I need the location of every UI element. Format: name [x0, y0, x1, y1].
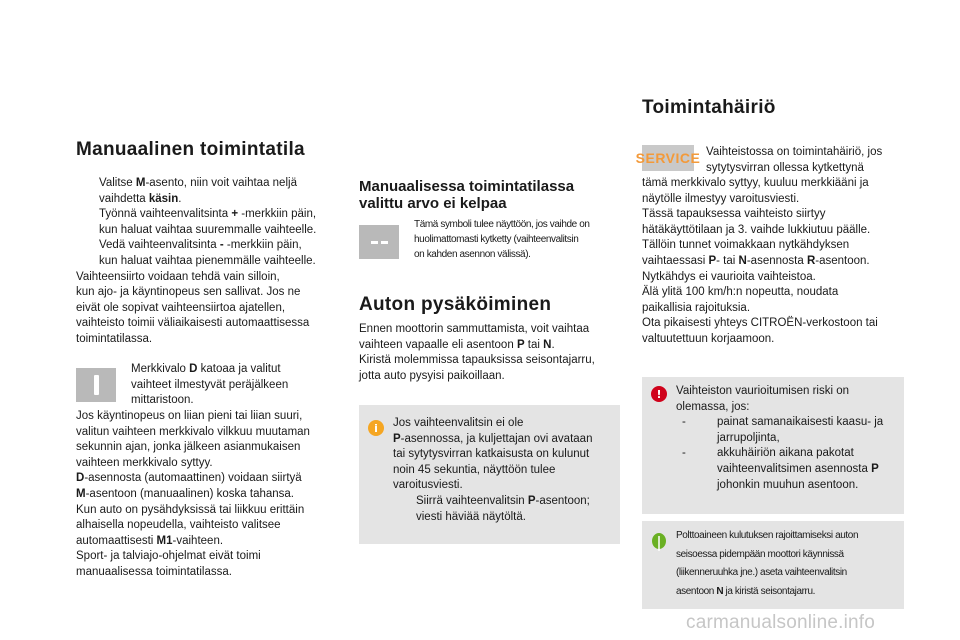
- paragraph-gearshift: Vaihteensiirto voidaan tehdä vain silloin, kun ajo- ja käyntinopeus sen sallivat. Jos ne eivät ole sopivat vaihteensiirtoa ajatellen, vaihteisto toimii väliaikaisesti automaattisessa toimintatilassa.: [76, 270, 310, 345]
- section-title-malfunction: Toimintahäiriö: [642, 97, 776, 118]
- info-icon: i: [368, 420, 384, 436]
- info-bullet: Siirrä vaihteenvalitsin P-asentoon; viesti häviää näytöltä.: [416, 494, 590, 523]
- bullet-pull-minus: Vedä vaihteenvalitsinta - -merkkiin päin, kun haluat vaihtaa pienemmälle vaihteelle.: [99, 239, 316, 267]
- eco-leaf-icon: [651, 533, 667, 551]
- warning-panel: [642, 377, 904, 514]
- indicator-d-text: Merkkivalo D katoaa ja valitut vaihteet ilmestyvät peräjälkeen mittaristoon.: [131, 363, 289, 407]
- warning-item-battery: - akkuhäiriön aikana pakotat vaihteenvalitsimen asennosta P johonkin muuhun asentoon.: [682, 447, 879, 491]
- malfunction-intro: Vaihteistossa on toimintahäiriö, jos sytytysvirran ollessa kytkettynä: [706, 146, 883, 174]
- info-panel: [359, 405, 620, 544]
- eco-text: Polttoaineen kulutuksen rajoittamiseksi auton seisoessa pidempään moottori käynnissä (liikenneruuhka jne.) aseta vaihteenvalitsin asentoon N ja kiristä seisontajarru.: [676, 530, 859, 597]
- watermark: carmanualsonline.info: [686, 612, 876, 633]
- section-title-manual-mode: Manuaalinen toimintatila: [76, 139, 305, 160]
- warning-text: Vaihteiston vaurioitumisen riski on olemassa, jos: - painat samanaikaisesti kaasu- ja jarrupoljinta, - akkuhäiriön aikana pakotat vaihteenvalitsimen asennosta P johonkin muuhun asentoon.: [676, 384, 898, 493]
- manual-mode-bullets: [76, 176, 346, 348]
- warning-item-pedals: - painat samanaikaisesti kaasu- ja jarrupoljinta,: [682, 416, 884, 444]
- service-label: SERVICE: [635, 150, 701, 166]
- service-warning-icon: [635, 145, 701, 171]
- invalid-gear-text: Tämä symboli tulee näyttöön, jos vaihde on huolimattomasti kytketty (vaihteenvalitsin on kahden asennon välissä).: [414, 219, 590, 260]
- bullet-select-m: Valitse M-asento, niin voit vaihtaa neljä vaihdetta käsin.: [99, 177, 297, 205]
- section-title-invalid-value: Manuaalisessa toimintatilassa valittu arvo ei kelpaa: [359, 178, 575, 212]
- paragraph-engine-speed: Jos käyntinopeus on liian pieni tai liian suuri, valitun vaihteen merkkivalo vilkkuu muutaman sekunnin ajan, jonka jälkeen asianmukaisen vaihteen merkkivalo syttyy. D-asennosta (automaattinen) voidaan siirtyä M-asentoon (manuaalinen) koska tahansa. Kun auto on pysähdyksissä tai liikkuu erittäin alhaisella nopeudella, vaihteisto valitsee automaattisesti M1-vaihteen. Sport- ja talviajo-ohjelmat eivät toimi manuaalisessa toimintatilassa.: [76, 410, 310, 578]
- parking-paragraph: Ennen moottorin sammuttamista, voit vaihtaa vaihteen vapaalle eli asentoon P tai N. Kiristä molemmissa tapauksissa seisontajarru, jotta auto pysyisi paikoillaan.: [359, 323, 595, 382]
- invalid-gear-icon: [359, 225, 399, 259]
- malfunction-paragraph: tämä merkkivalo syttyy, kuuluu merkkiääni ja näytölle ilmestyy varoitusviesti. Tässä tapauksessa vaihteisto siirtyy hätäkäyttötilaan ja 3. vaihde lukkiutuu päälle. Tällöin tunnet voimakkaan nytkähdyksen vaihtaessasi P- tai N-asennosta R-asentoon. Nytkähdys ei vaurioita vaihteistoa. Älä ylitä 100 km/h:n nopeutta, noudata paikallisia rajoituksia. Ota pikaisesti yhteys CITROËN-verkostoon tai valtuutettuun korjaamoon.: [642, 177, 878, 345]
- warning-icon: !: [651, 386, 667, 402]
- eco-panel: [642, 521, 904, 609]
- gear-indicator-icon: [76, 368, 116, 402]
- bullet-push-plus: Työnnä vaihteenvalitsinta + -merkkiin päin, kun haluat vaihtaa suuremmalle vaihteelle.: [99, 208, 317, 236]
- section-title-parking: Auton pysäköiminen: [359, 294, 552, 315]
- info-text: Jos vaihteenvalitsin ei ole P-asennossa, ja kuljettajan ovi avataan tai sytytysvirran katkaisusta on kulunut noin 45 sekuntia, näyttöön tulee varoitusviesti. Siirrä vaihteenvalitsin P-asentoon; viesti häviää näytöltä.: [393, 416, 615, 525]
